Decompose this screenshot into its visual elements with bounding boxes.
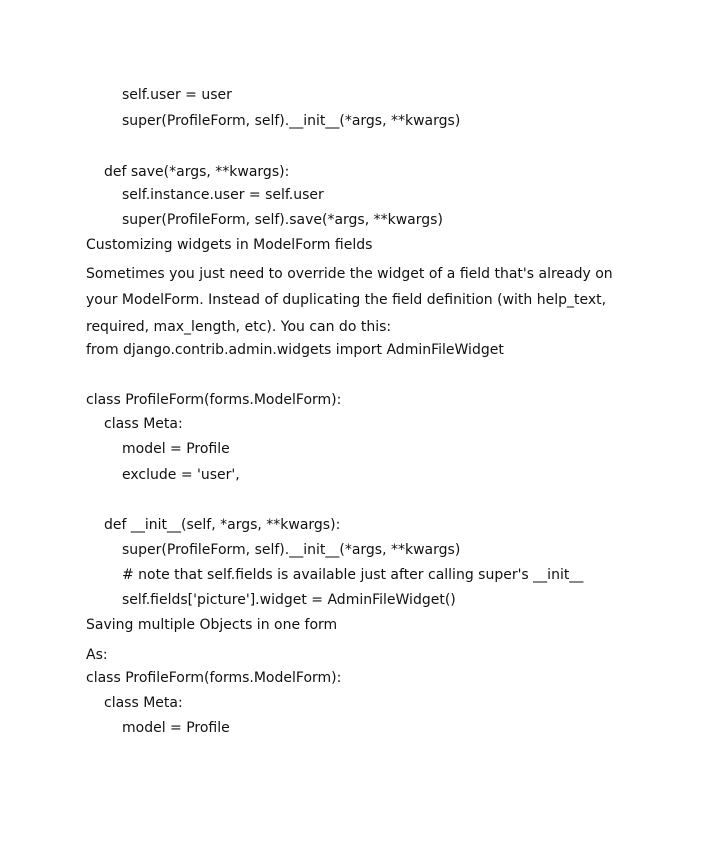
code-line: super(ProfileForm, self).__init__(*args, **kwargs): [122, 113, 461, 129]
section-heading: Saving multiple Objects in one form: [86, 617, 338, 633]
code-line: model = Profile: [122, 720, 230, 736]
paragraph-line: your ModelForm. Instead of duplicating the field definition (with help_text,: [86, 292, 607, 308]
code-line: self.instance.user = self.user: [122, 187, 324, 203]
code-line: def save(*args, **kwargs):: [104, 164, 290, 180]
code-line: # note that self.fields is available just after calling super's __init__: [122, 567, 584, 583]
code-line: super(ProfileForm, self).save(*args, **kwargs): [122, 212, 443, 228]
code-line: class Meta:: [104, 416, 183, 432]
paragraph-line: As:: [86, 647, 108, 663]
code-line: from django.contrib.admin.widgets import AdminFileWidget: [86, 342, 504, 358]
paragraph-line: required, max_length, etc). You can do this:: [86, 319, 392, 335]
paragraph-line: Sometimes you just need to override the widget of a field that's already on: [86, 266, 613, 282]
section-heading: Customizing widgets in ModelForm fields: [86, 237, 373, 253]
code-line: model = Profile: [122, 441, 230, 457]
code-line: class ProfileForm(forms.ModelForm):: [86, 392, 342, 408]
code-line: exclude = 'user',: [122, 467, 240, 483]
code-line: self.fields['picture'].widget = AdminFileWidget(): [122, 592, 456, 608]
code-line: def __init__(self, *args, **kwargs):: [104, 517, 341, 533]
code-line: class ProfileForm(forms.ModelForm):: [86, 670, 342, 686]
code-line: self.user = user: [122, 87, 232, 103]
code-line: super(ProfileForm, self).__init__(*args, **kwargs): [122, 542, 461, 558]
code-line: class Meta:: [104, 695, 183, 711]
